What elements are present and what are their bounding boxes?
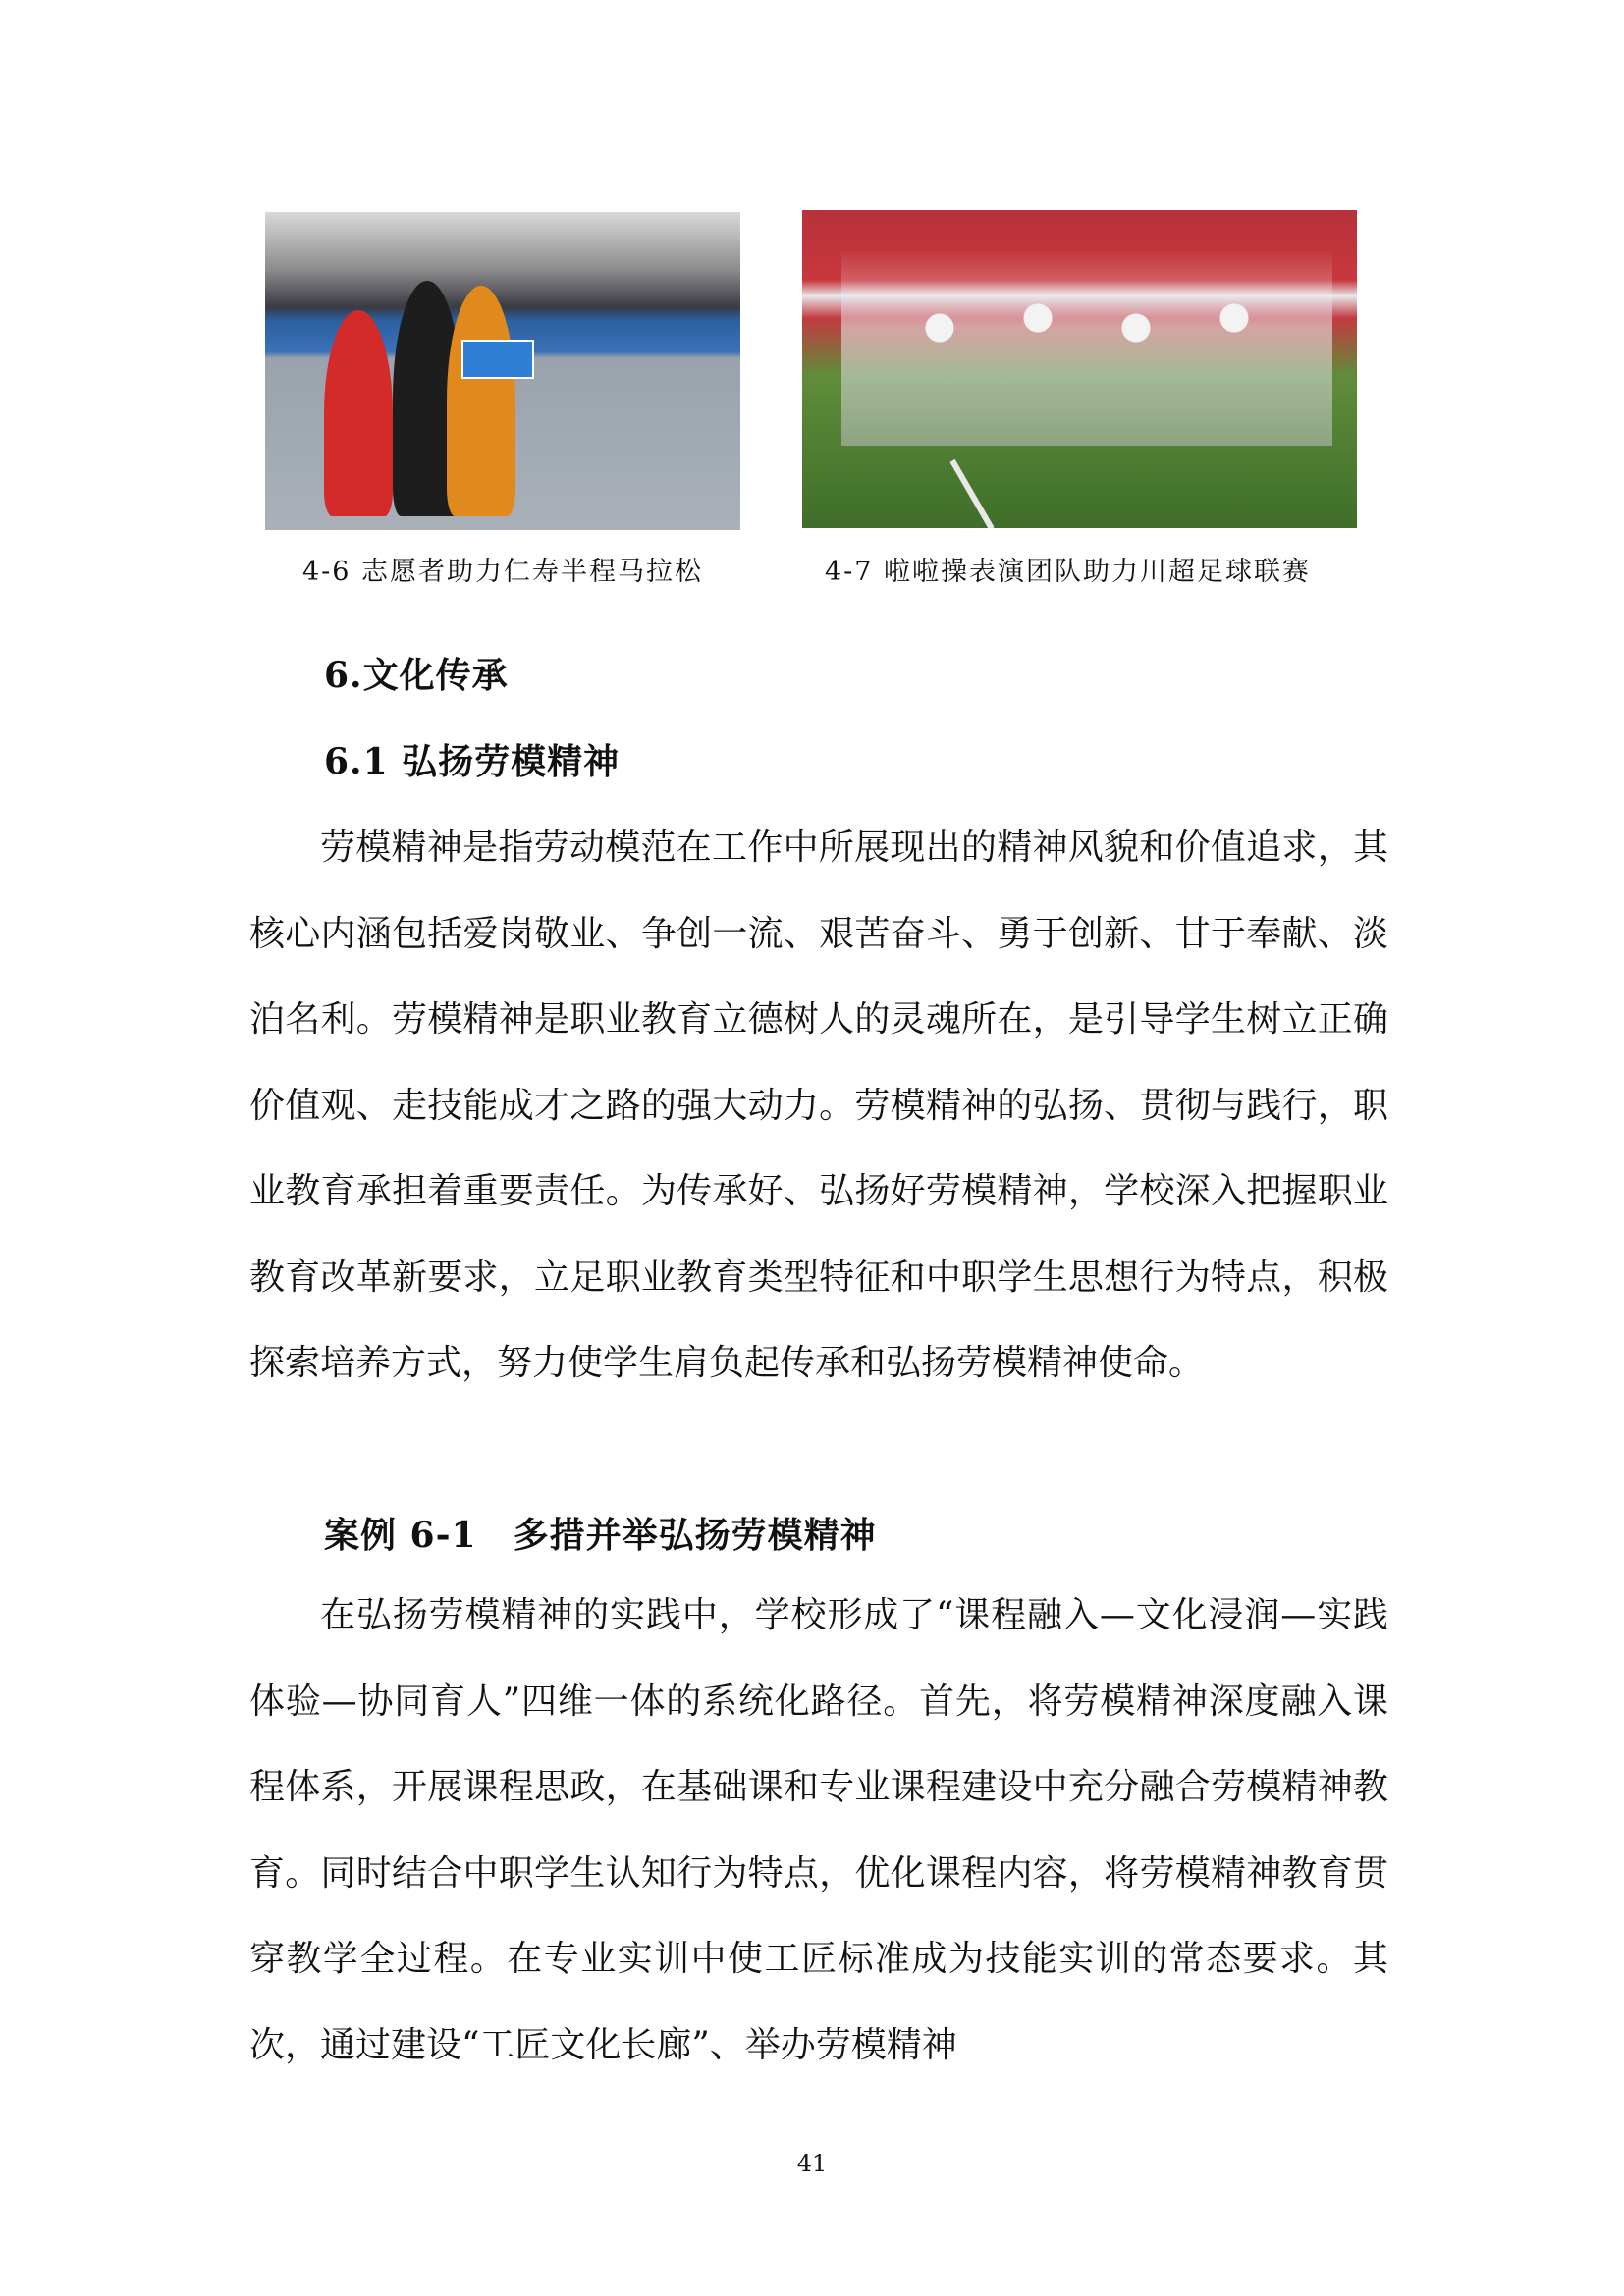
- page-number: 41: [796, 2150, 828, 2177]
- body-paragraph: 劳模精神是指劳动模范在工作中所展现出的精神风貌和价值追求，其核心内涵包括爱岗敬业、争创一流、艰苦奋斗、勇于创新、甘于奉献、淡泊名利。劳模精神是职业教育立德树人的灵魂所在，是引导学生树立正确价值观、走技能成才之路的强大动力。劳模精神的弘扬、贯彻与践行，职业教育承担着重要责任。为传承好、弘扬好劳模精神，学校深入把握职业教育改革新要求，立足职业教育类型特征和中职学生思想行为特点，积极探索培养方式，努力使学生肩负起传承和弘扬劳模精神使命。: [249, 828, 1388, 1383]
- marathon-volunteer-photo: [265, 212, 740, 530]
- subsection-heading: 6.1 弘扬劳模精神: [324, 741, 621, 782]
- figure-caption: 4-6 志愿者助力仁寿半程马拉松: [302, 557, 704, 587]
- case-heading: 案例 6-1 多措并举弘扬劳模精神: [324, 1515, 877, 1556]
- figure-caption: 4-7 啦啦操表演团队助力川超足球联赛: [825, 557, 1312, 587]
- section-heading: 6.文化传承: [324, 655, 509, 696]
- cheerleading-team-photo: [802, 210, 1357, 528]
- body-paragraph: 在弘扬劳模精神的实践中，学校形成了“课程融入—文化浸润—实践体验—协同育人”四维一体的系统化路径。首先，将劳模精神深度融入课程体系，开展课程思政，在基础课和专业课程建设中充分融合劳模精神教育。同时结合中职学生认知行为特点，优化课程内容，将劳模精神教育贯穿教学全过程。在专业实训中使工匠标准成为技能实训的常态要求。其次，通过建设“工匠文化长廊”、举办劳模精神: [249, 1595, 1388, 2065]
